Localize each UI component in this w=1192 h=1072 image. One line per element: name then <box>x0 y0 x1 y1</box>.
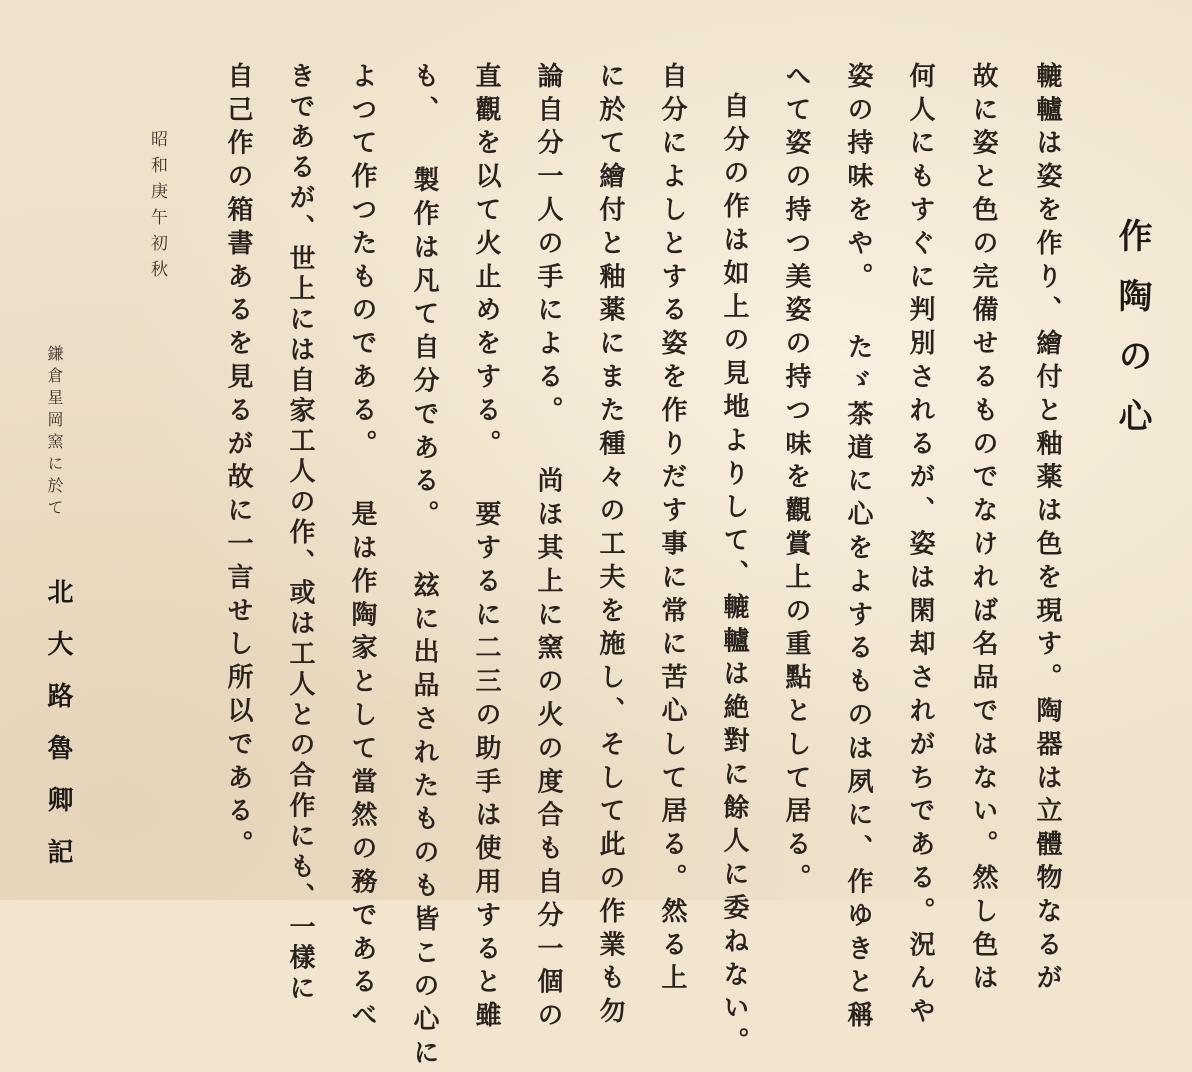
paragraph-line-7: 自分によしとする姿を作りだす事に常に苦心して居る。然る上 <box>657 62 687 998</box>
paragraph-line-11: も、 製作は凡て自分である。 玆に出品されたものも皆この心に <box>409 62 439 1072</box>
author-signature: 北大路魯卿記 <box>43 578 73 890</box>
paragraph-line-12: よつて作つたものである。 是は作陶家として當然の務であるべ <box>347 62 377 1035</box>
paragraph-line-13: きであるが、世上には自家工人の作、或は工人との合作にも、一樣に <box>285 62 315 1005</box>
place-line: 鎌倉星岡窯に於て <box>45 345 64 521</box>
paragraph-line-14: 自己作の箱書あるを見るが故に一言せし所以である。 <box>223 62 253 864</box>
paragraph-line-3: 何人にもすぐに判別されるが、姿は閑却されがちである。況んや <box>905 62 935 1031</box>
paragraph-line-6: 自分の作は如上の見地よりして、轆轤は絶對に餘人に委ねない。 <box>719 92 749 1061</box>
paragraph-line-4: 姿の持味をや。 たゞ茶道に心をよするものは夙に、作ゆきと稱 <box>843 62 873 1035</box>
paragraph-line-1: 轆轤は姿を作り、繪付と釉薬は色を現す。陶器は立體物なるが <box>1032 62 1062 998</box>
date-line: 昭和庚午初秋 <box>147 130 167 286</box>
paragraph-line-5: へて姿の持つ美姿の持つ味を觀賞上の重點として居る。 <box>781 62 811 897</box>
paragraph-line-2: 故に姿と色の完備せるものでなければ名品ではない。然し色は <box>968 62 998 998</box>
document-title: 作陶の心 <box>1112 218 1152 458</box>
paragraph-line-9: 論自分一人の手による。 尚ほ其上に窯の火の度合も自分一個の <box>533 62 563 1035</box>
paragraph-line-8: に於て繪付と釉薬にまた種々の工夫を施し、そして此の作業も勿 <box>595 62 625 1031</box>
paragraph-line-10: 直觀を以て火止めをする。 要するに二三の助手は使用すると雖 <box>471 62 501 1035</box>
